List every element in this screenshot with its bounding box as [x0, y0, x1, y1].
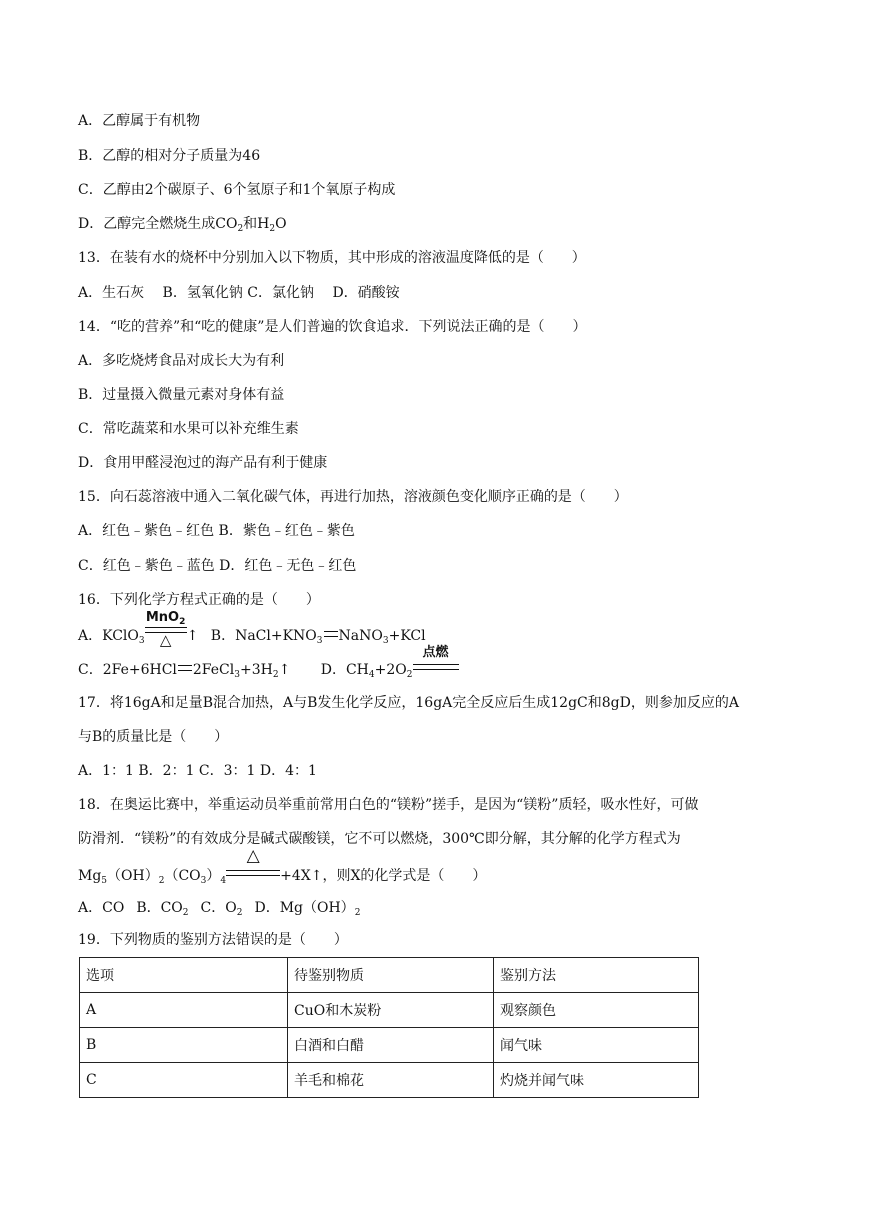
table-header-cell: 鉴别方法 — [494, 958, 699, 993]
q13-options: A．生石灰 B．氢氧化钠 C．氯化钠 D．硝酸铵 — [78, 285, 400, 301]
q16-option-c: C．2Fe+6HCl $2FeCl_3+3H_2↑$ — [78, 662, 291, 680]
q17-options: A．1：1 B．2：1 C．3：1 D．4：1 — [78, 763, 317, 779]
table-cell: B — [80, 1028, 288, 1063]
q16-options-ab — [78, 610, 426, 649]
q18-line-2: 防滑剂．“镁粉”的有效成分是碱式碳酸镁，它不可以燃烧，300℃即分解，其分解的化学方程式为 — [78, 831, 681, 847]
q15-stem: 15．向石蕊溶液中通入二氧化碳气体，再进行加热，溶液颜色变化顺序正确的是（ ） — [78, 489, 628, 505]
q16-options-cd — [78, 645, 459, 680]
q12-option-c: C．乙醇由2个碳原子、6个氢原子和1个氧原子构成 — [78, 182, 396, 198]
co2-formula: $CO_2$ — [215, 216, 244, 234]
table-cell: 闻气味 — [494, 1028, 699, 1063]
reaction-condition: MnO$_2$ △ — [145, 610, 186, 649]
q14-option-a: A．多吃烧烤食品对成长大为有利 — [78, 353, 285, 369]
q14-option-c: C．常吃蔬菜和水果可以补充维生素 — [78, 421, 299, 437]
table-cell: 羊毛和棉花 — [288, 1063, 494, 1098]
q13-stem: 13．在装有水的烧杯中分别加入以下物质，其中形成的溶液温度降低的是（ ） — [78, 250, 586, 266]
q14-option-b: B．过量摄入微量元素对身体有益 — [78, 387, 285, 403]
q14-option-d: D．食用甲醛浸泡过的海产品有利于健康 — [78, 455, 328, 471]
table-cell: A — [80, 993, 288, 1028]
table-cell: 白酒和白醋 — [288, 1028, 494, 1063]
table-header-row — [80, 958, 699, 993]
q12-option-d: D．乙醇完全燃烧生成$CO_2$和$H_2O$ — [78, 216, 287, 234]
q18-line-1: 18．在奥运比赛中，举重运动员举重前常用白色的“镁粉”搓手，是因为“镁粉”质轻，吸水性好，可做 — [78, 797, 699, 813]
q17-line-2: 与B的质量比是（ ） — [78, 729, 229, 745]
q15-options-ab: A．红色﹣紫色﹣红色 B．紫色﹣红色﹣紫色 — [78, 523, 355, 539]
q18-equation: $Mg_5(OH)_2(CO_3)_4$ △ +4X↑，则X的化学式是（ ） — [78, 846, 487, 886]
q14-stem: 14．“吃的营养”和“吃的健康”是人们普遍的饮食追求．下列说法正确的是（ ） — [78, 319, 587, 335]
q17-line-1: 17．将16gA和足量B混合加热，A与B发生化学反应，16gA完全反应后生成12gC和8gD，则参加反应的A — [78, 695, 739, 711]
table-cell: 观察颜色 — [494, 993, 699, 1028]
table-cell: C — [80, 1063, 288, 1098]
identification-table — [79, 957, 699, 1098]
table-header-cell: 待鉴别物质 — [288, 958, 494, 993]
q19-stem: 19．下列物质的鉴别方法错误的是（ ） — [78, 932, 348, 948]
q12-option-b: B．乙醇的相对分子质量为46 — [78, 148, 261, 164]
q12-option-a: A．乙醇属于有机物 — [78, 113, 201, 129]
q16-option-d: D．$CH_4+2O_2$ 点燃 — [321, 662, 459, 678]
table-cell: CuO和木炭粉 — [288, 993, 494, 1028]
table-row — [80, 1063, 699, 1098]
q16-option-b: B．$NaCl+KNO_3$ NaNO$_3$+KCl — [210, 628, 426, 646]
h2o-formula: $H_2O$ — [257, 216, 287, 234]
q15-options-cd: C．红色﹣紫色﹣蓝色 D．红色﹣无色﹣红色 — [78, 558, 357, 574]
table-row — [80, 993, 699, 1028]
reaction-condition: △ — [226, 864, 280, 882]
table-header-cell: 选项 — [80, 958, 288, 993]
table-cell: 灼烧并闻气味 — [494, 1063, 699, 1098]
q16-option-a: A．KClO$_3$ MnO$_2$ △ ↑ — [78, 610, 199, 649]
q12-option-d-prefix: D．乙醇完全燃烧生成 — [78, 216, 216, 232]
reaction-condition: 点燃 — [413, 658, 459, 676]
q16-stem: 16．下列化学方程式正确的是（ ） — [78, 592, 320, 608]
table-row — [80, 1028, 699, 1063]
q18-options: A．CO B．$CO_2$ C．$O_2$ D．$Mg(OH)_2$ — [78, 900, 361, 918]
